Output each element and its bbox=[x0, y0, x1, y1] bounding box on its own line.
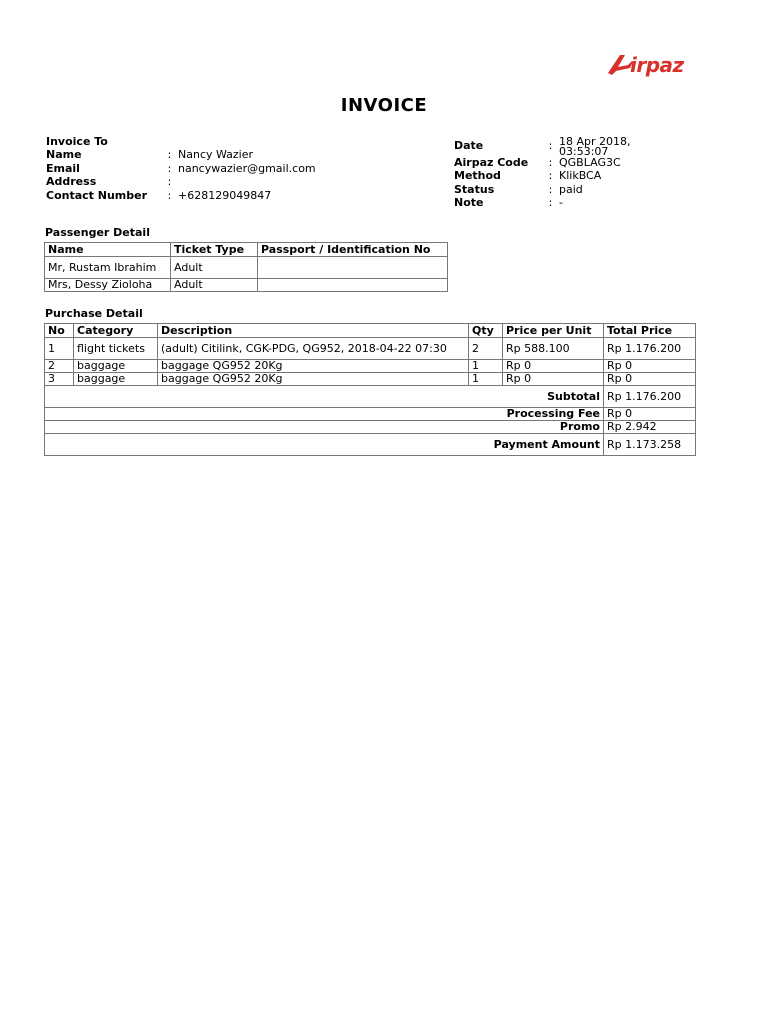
order-method-row: Method : KlikBCA bbox=[454, 169, 649, 182]
item-qty: 2 bbox=[469, 338, 503, 360]
invoice-to-heading: Invoice To bbox=[46, 135, 108, 148]
purchase-section-title: Purchase Detail bbox=[45, 307, 143, 320]
invoice-to-address-row: Address : bbox=[46, 175, 316, 188]
passenger-name: Mrs, Dessy Zioloha bbox=[45, 279, 171, 292]
order-note-row: Note : - bbox=[454, 196, 649, 209]
column-header: Qty bbox=[469, 324, 503, 338]
item-total-price: Rp 0 bbox=[604, 373, 696, 386]
summary-label: Payment Amount bbox=[45, 434, 604, 456]
summary-value: Rp 1.176.200 bbox=[604, 386, 696, 408]
field-label: Status bbox=[454, 182, 495, 196]
field-value: 18 Apr 2018, 03:53:07 bbox=[559, 135, 631, 158]
item-no: 1 bbox=[45, 338, 74, 360]
column-header: Passport / Identification No bbox=[258, 243, 448, 257]
passenger-table bbox=[44, 242, 448, 292]
column-header: Name bbox=[45, 243, 171, 257]
summary-label: Promo bbox=[45, 421, 604, 434]
column-header: Price per Unit bbox=[503, 324, 604, 338]
field-value: Nancy Wazier bbox=[178, 148, 254, 162]
item-category: baggage bbox=[74, 360, 158, 373]
invoice-to-name-row: Name : Nancy Wazier bbox=[46, 148, 316, 161]
item-no: 3 bbox=[45, 373, 74, 386]
field-label: Name bbox=[46, 148, 82, 162]
purchase-header-row bbox=[45, 324, 696, 338]
summary-value: Rp 2.942 bbox=[604, 421, 696, 434]
column-header: Total Price bbox=[604, 324, 696, 338]
order-date-row: Date : 18 Apr 2018, 03:53:07 bbox=[454, 135, 649, 156]
summary-value: Rp 0 bbox=[604, 408, 696, 421]
passenger-name: Mr, Rustam Ibrahim bbox=[45, 257, 171, 279]
item-unit-price: Rp 0 bbox=[503, 360, 604, 373]
processing-fee-row bbox=[45, 408, 696, 421]
item-unit-price: Rp 588.100 bbox=[503, 338, 604, 360]
column-header: No bbox=[45, 324, 74, 338]
subtotal-row bbox=[45, 386, 696, 408]
airpaz-logo bbox=[606, 52, 684, 78]
field-value: QGBLAG3C bbox=[559, 156, 621, 169]
item-description: baggage QG952 20Kg bbox=[158, 373, 469, 386]
field-value bbox=[178, 175, 316, 188]
field-value: paid bbox=[559, 182, 583, 196]
passport-number bbox=[258, 279, 448, 292]
order-status-row: Status : paid bbox=[454, 183, 649, 196]
column-header: Description bbox=[158, 324, 469, 338]
table-row bbox=[45, 360, 696, 373]
field-label: Email bbox=[46, 161, 80, 175]
field-label: Method bbox=[454, 169, 501, 183]
payment-amount-row bbox=[45, 434, 696, 456]
summary-value: Rp 1.173.258 bbox=[604, 434, 696, 456]
field-label: Address bbox=[46, 175, 97, 189]
purchase-table bbox=[44, 323, 696, 456]
column-header: Category bbox=[74, 324, 158, 338]
item-description: (adult) Citilink, CGK-PDG, QG952, 2018-04-22 07:30 bbox=[158, 338, 469, 360]
invoice-to-contact-row: Contact Number : +628129049847 bbox=[46, 189, 316, 202]
item-qty: 1 bbox=[469, 360, 503, 373]
passenger-header-row bbox=[45, 243, 448, 257]
field-label: Airpaz Code bbox=[454, 156, 529, 169]
passenger-section-title: Passenger Detail bbox=[45, 226, 150, 239]
ticket-type: Adult bbox=[171, 279, 258, 292]
field-value: - bbox=[559, 196, 563, 210]
item-description: baggage QG952 20Kg bbox=[158, 360, 469, 373]
item-total-price: Rp 1.176.200 bbox=[604, 338, 696, 360]
table-row bbox=[45, 373, 696, 386]
promo-row bbox=[45, 421, 696, 434]
table-row bbox=[45, 257, 448, 279]
item-category: baggage bbox=[74, 373, 158, 386]
brand-name: irpaz bbox=[630, 53, 684, 77]
field-value: nancywazier@gmail.com bbox=[178, 161, 316, 175]
passport-number bbox=[258, 257, 448, 279]
table-row bbox=[45, 279, 448, 292]
table-row bbox=[45, 338, 696, 360]
invoice-to-email-row: Email : nancywazier@gmail.com bbox=[46, 161, 316, 175]
order-info-block bbox=[454, 135, 649, 210]
field-label: Contact Number bbox=[46, 188, 148, 202]
item-total-price: Rp 0 bbox=[604, 360, 696, 373]
field-value: +628129049847 bbox=[178, 188, 272, 202]
summary-label: Subtotal bbox=[45, 386, 604, 408]
invoice-to-block bbox=[46, 135, 316, 202]
column-header: Ticket Type bbox=[171, 243, 258, 257]
ticket-type: Adult bbox=[171, 257, 258, 279]
item-unit-price: Rp 0 bbox=[503, 373, 604, 386]
item-no: 2 bbox=[45, 360, 74, 373]
item-qty: 1 bbox=[469, 373, 503, 386]
summary-label: Processing Fee bbox=[45, 408, 604, 421]
field-value: KlikBCA bbox=[559, 169, 602, 183]
field-label: Note bbox=[454, 196, 484, 210]
item-category: flight tickets bbox=[74, 338, 158, 360]
order-code-row: Airpaz Code : QGBLAG3C bbox=[454, 156, 649, 169]
field-label: Date bbox=[454, 138, 484, 152]
page-title: INVOICE bbox=[340, 95, 428, 116]
